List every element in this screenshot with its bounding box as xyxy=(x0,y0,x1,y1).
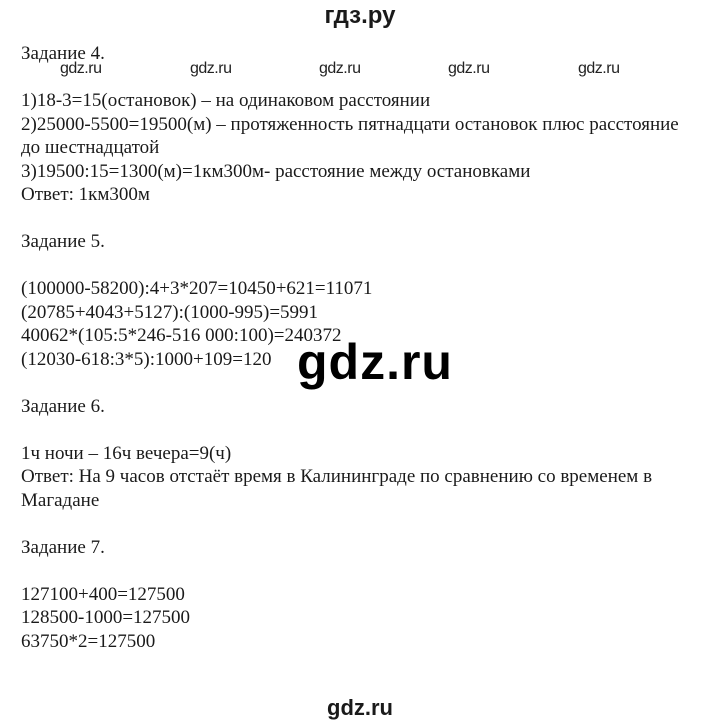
watermark: gdz.ru xyxy=(448,60,490,77)
task6-line: 1ч ночи – 16ч вечера=9(ч) xyxy=(21,442,232,464)
task5-title: Задание 5. xyxy=(21,231,105,252)
task7-title: Задание 7. xyxy=(21,536,105,558)
task4-answer: Ответ: 1км300м xyxy=(21,184,150,205)
task5-line: (100000-58200):4+3*207=10450+621=11071 xyxy=(21,278,373,299)
center-watermark: gdz.ru xyxy=(297,334,453,390)
footer-watermark: gdz.ru xyxy=(327,695,393,720)
task7-line: 63750*2=127500 xyxy=(21,630,156,652)
task7-line: 128500-1000=127500 xyxy=(21,607,191,628)
task6-answer: Ответ: На 9 часов отстаёт время в Калининграде по сравнению со временем в Магадане xyxy=(21,466,653,511)
task5-line: (12030-618:3*5):1000+109=120 xyxy=(21,348,272,370)
task4-title: Задание 4. xyxy=(21,43,105,64)
task4-line: 1)18-3=15(остановок) – на одинаковом расстоянии xyxy=(21,90,431,111)
watermark: gdz.ru xyxy=(190,60,232,77)
watermark: gdz.ru xyxy=(319,60,361,77)
task5-line: 40062*(105:5*246-516 000:100)=240372 xyxy=(21,325,342,346)
task5-line: (20785+4043+5127):(1000-995)=5991 xyxy=(21,301,319,323)
task4-line: 2)25000-5500=19500(м) – протяженность пятнадцати остановок плюс расстояние до шестнадцатой xyxy=(21,113,679,158)
task6-title: Задание 6. xyxy=(21,395,105,417)
task4-line: 3)19500:15=1300(м)=1км300м- расстояние между остановками xyxy=(21,160,531,182)
task7-line: 127100+400=127500 xyxy=(21,583,185,605)
watermark: gdz.ru xyxy=(60,60,102,77)
watermark: gdz.ru xyxy=(578,60,620,77)
site-header-title: гдз.ру xyxy=(324,2,396,29)
